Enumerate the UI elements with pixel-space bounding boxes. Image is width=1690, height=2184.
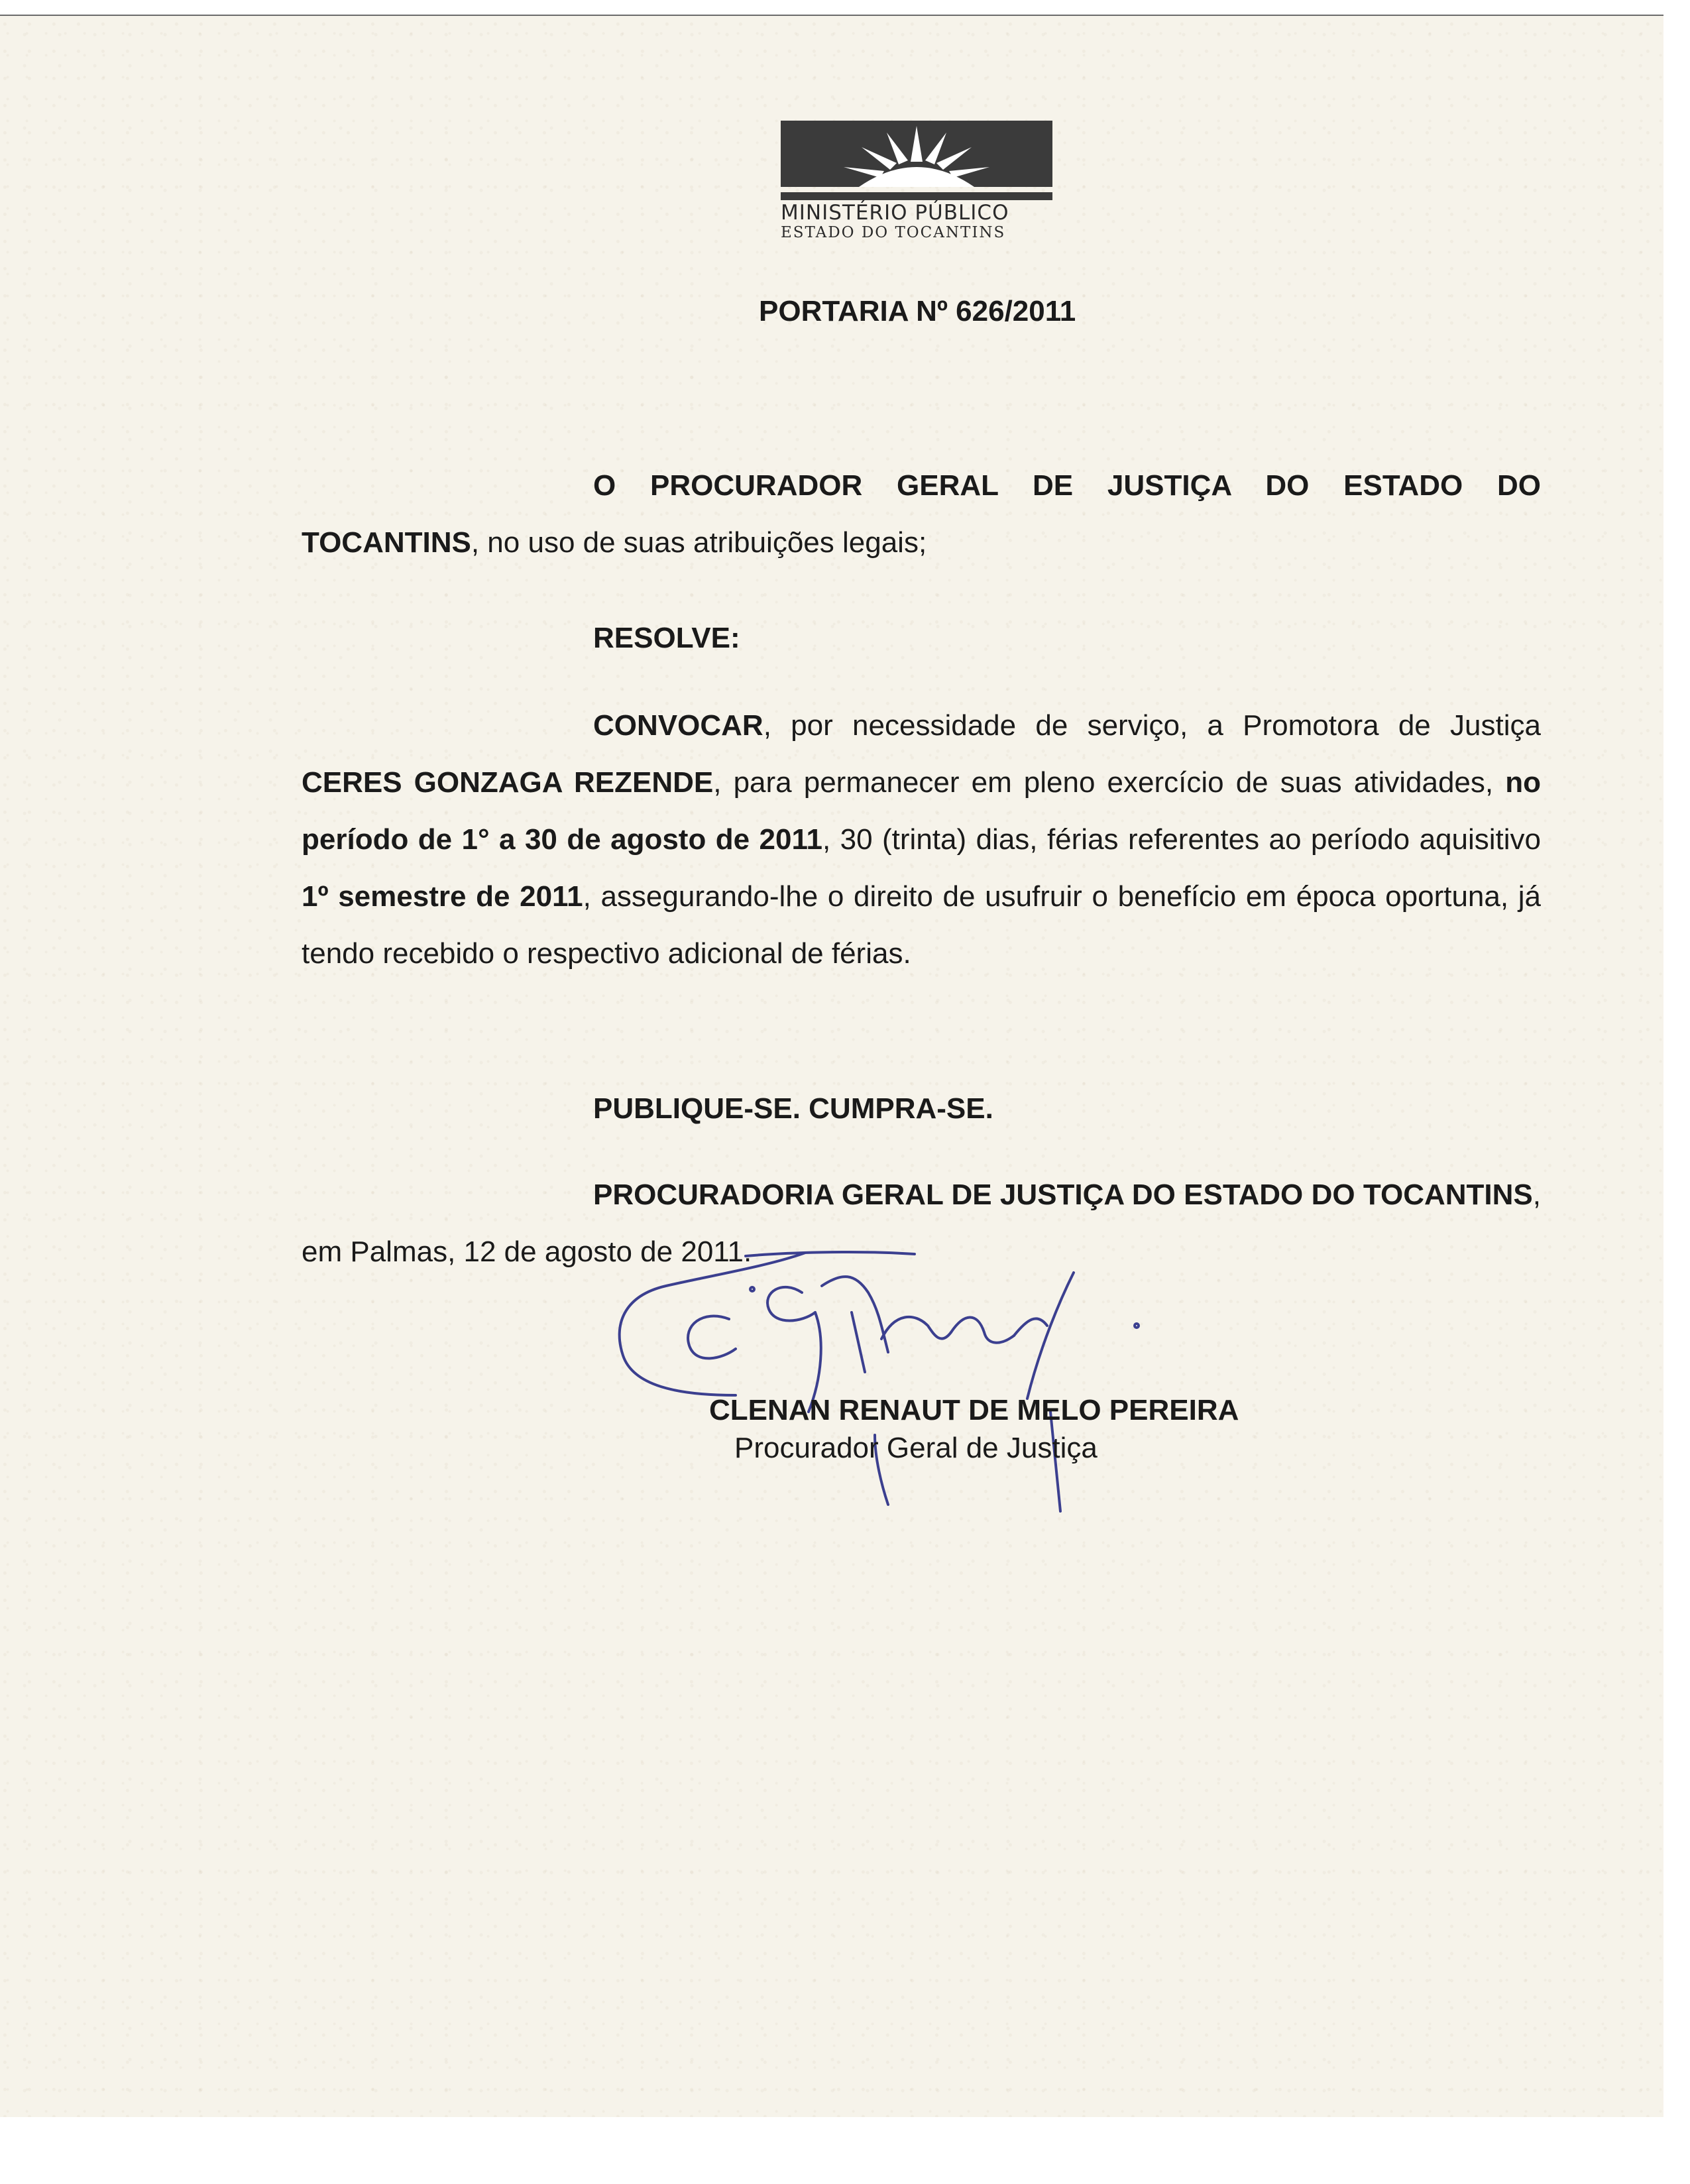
preamble-authority: O PROCURADOR GERAL DE JUSTIÇA DO ESTADO DO TOCANTINS bbox=[302, 469, 1541, 559]
logo-subtitle: ESTADO DO TOCANTINS bbox=[781, 224, 1006, 241]
resolve-heading: RESOLVE: bbox=[593, 622, 740, 654]
signatory-role: Procurador Geral de Justiça bbox=[734, 1432, 1098, 1464]
preamble-paragraph bbox=[302, 457, 1541, 571]
resolve-heading-block bbox=[302, 610, 1541, 667]
main-text-3: , 30 (trinta) dias, férias referentes ao período aquisitivo bbox=[822, 823, 1541, 856]
semester-text: 1º semestre de 2011 bbox=[302, 880, 583, 913]
signatory-name: CLENAN RENAUT DE MELO PEREIRA bbox=[709, 1394, 1239, 1426]
publish-line: PUBLIQUE-SE. CUMPRA-SE. bbox=[593, 1092, 993, 1125]
document-page bbox=[0, 15, 1663, 2117]
ministerio-publico-logo bbox=[781, 121, 1052, 241]
logo-rule bbox=[781, 192, 1052, 200]
logo-title: MINISTÉRIO PÚBLICO bbox=[781, 201, 1009, 225]
closing-authority: PROCURADORIA GERAL DE JUSTIÇA DO ESTADO DO TOCANTINS bbox=[593, 1178, 1533, 1211]
main-paragraph bbox=[302, 697, 1541, 982]
main-text-4: , assegurando-lhe o direito de usufruir o benefício em época oportuna, já tendo recebido o respectivo adicional de férias. bbox=[302, 880, 1541, 970]
closing-text: , em Palmas, 12 de agosto de 2011. bbox=[302, 1178, 1541, 1268]
verb-convocar: CONVOCAR bbox=[593, 709, 763, 742]
preamble-text: , no uso de suas atribuições legais; bbox=[471, 526, 927, 559]
period-text: no período de 1° a 30 de agosto de 2011 bbox=[302, 766, 1541, 856]
publish-block bbox=[302, 1080, 1541, 1137]
document-title: PORTARIA Nº 626/2011 bbox=[759, 295, 1076, 327]
main-text-2: , para permanecer em pleno exercício de suas atividades, bbox=[713, 766, 1506, 799]
promotora-name: CERES GONZAGA REZENDE bbox=[302, 766, 714, 799]
main-text-1: , por necessidade de serviço, a Promotora de Justiça bbox=[763, 709, 1541, 742]
sunburst-emblem-icon bbox=[781, 121, 1052, 187]
